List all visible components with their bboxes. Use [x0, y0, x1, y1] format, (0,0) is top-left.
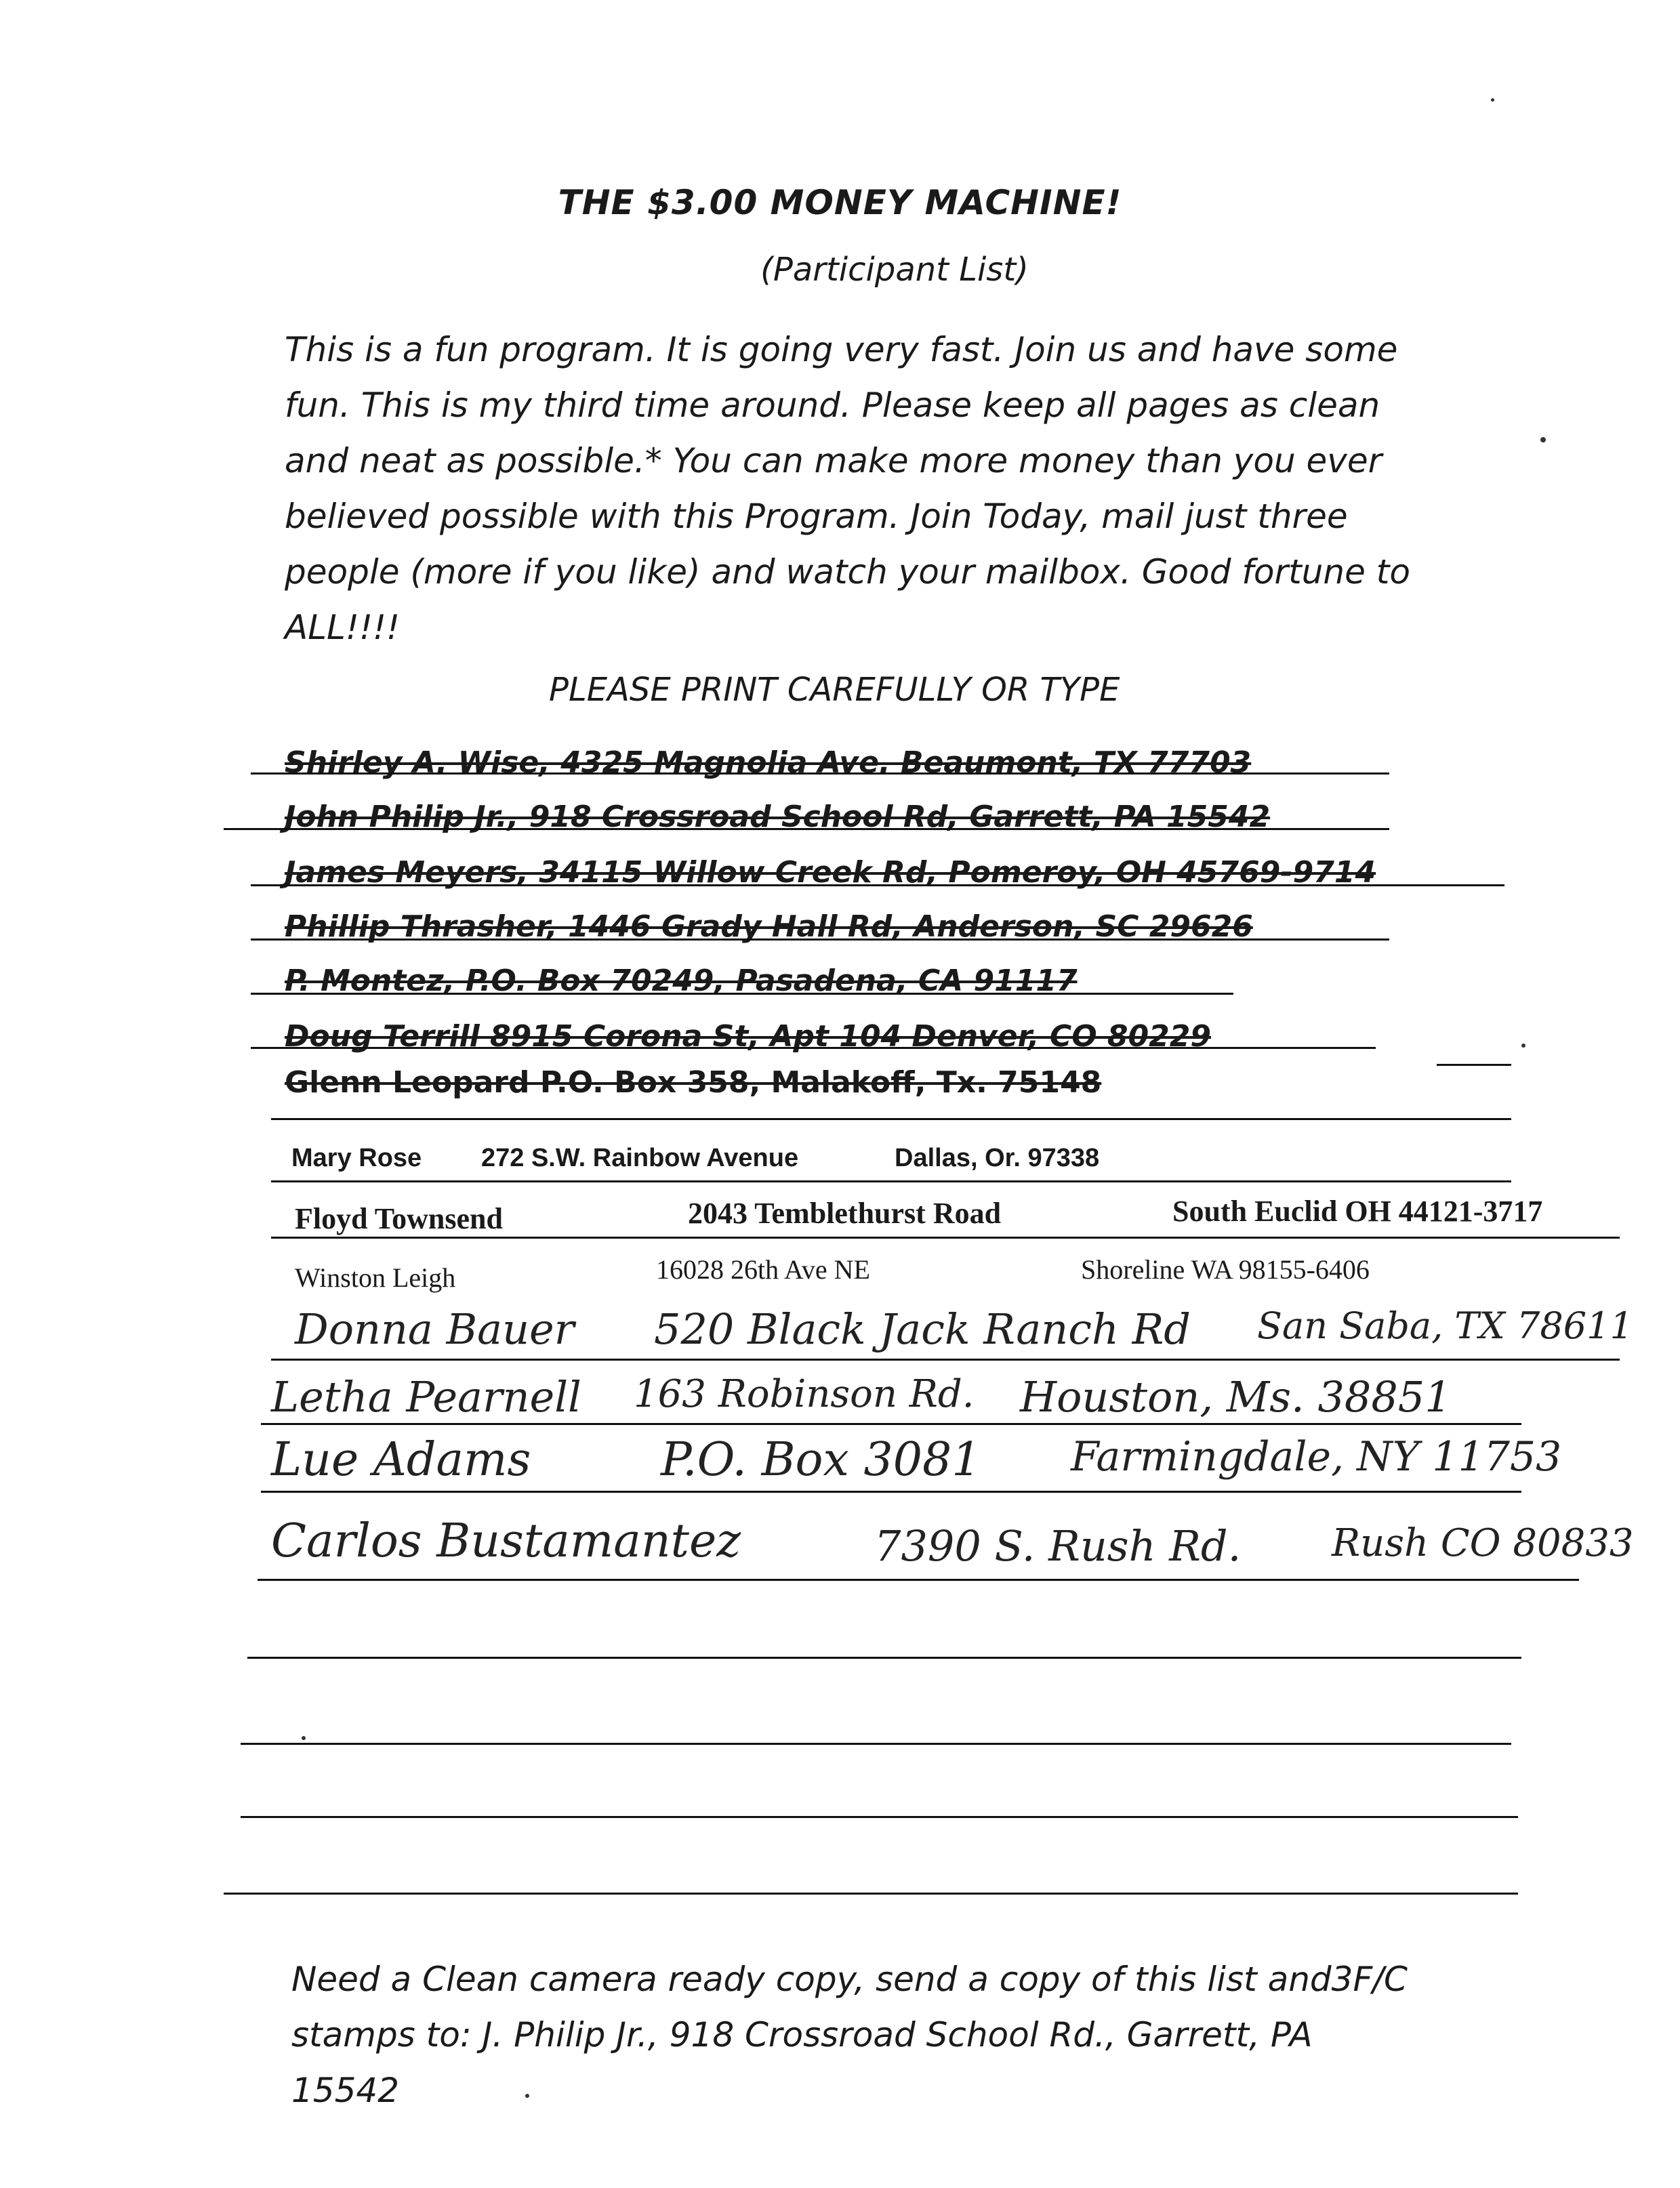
- entry-rule: [224, 828, 1389, 830]
- typed-entry-city: South Euclid OH 44121-3717: [1172, 1195, 1543, 1228]
- struck-entry: Glenn Leopard P.O. Box 358, Malakoff, Tx. 75148: [285, 1065, 1102, 1100]
- typed-entry-city: Shoreline WA 98155-6406: [1081, 1254, 1370, 1285]
- struck-entry: Doug Terrill 8915 Corona St, Apt 104 Denver, CO 80229: [285, 1019, 1211, 1054]
- scan-speck: [302, 1736, 306, 1740]
- intro-line: people (more if you like) and watch your mailbox. Good fortune to: [285, 552, 1410, 592]
- handwritten-entry-name: Carlos Bustamantez: [271, 1514, 741, 1568]
- entry-rule: [258, 1579, 1579, 1581]
- handwritten-entry-street: 520 Black Jack Ranch Rd: [654, 1304, 1191, 1354]
- handwritten-entry-street: P.O. Box 3081: [661, 1433, 981, 1487]
- entry-rule: [271, 1237, 1620, 1239]
- blank-entry-rule: [224, 1893, 1518, 1895]
- blank-entry-rule: [247, 1657, 1521, 1659]
- handwritten-entry-city: San Saba, TX 78611: [1257, 1304, 1633, 1347]
- struck-entry: James Meyers, 34115 Willow Creek Rd, Pomeroy, OH 45769-9714: [285, 855, 1376, 890]
- typed-entry-name: Floyd Townsend: [295, 1202, 503, 1235]
- typed-entry-street: 2043 Temblethurst Road: [688, 1197, 1002, 1230]
- scan-speck: [1521, 1044, 1525, 1048]
- blank-entry-rule: [241, 1743, 1511, 1745]
- typed-entry-street: 272 S.W. Rainbow Avenue: [481, 1144, 799, 1172]
- struck-entry: Shirley A. Wise, 4325 Magnolia Ave. Beaumont, TX 77703: [285, 745, 1252, 780]
- entry-rule: [251, 772, 1389, 775]
- entry-rule: [1437, 1064, 1511, 1066]
- scan-speck: [1540, 437, 1546, 442]
- entry-rule: [271, 1118, 1511, 1120]
- document-subtitle: (Participant List): [760, 251, 1029, 289]
- entry-rule: [261, 1491, 1521, 1493]
- entry-rule: [251, 1047, 1376, 1049]
- typed-entry-city: Dallas, Or. 97338: [895, 1144, 1100, 1172]
- intro-line: and neat as possible.* You can make more money than you ever: [285, 441, 1382, 480]
- entry-rule: [271, 1359, 1620, 1361]
- handwritten-entry-name: Donna Bauer: [295, 1304, 575, 1354]
- print-instruction: PLEASE PRINT CAREFULLY OR TYPE: [549, 671, 1120, 709]
- typed-entry-name: Mary Rose: [291, 1144, 422, 1172]
- footer-line: stamps to: J. Philip Jr., 918 Crossroad School Rd., Garrett, PA: [291, 2015, 1313, 2055]
- entry-rule: [251, 884, 1504, 886]
- intro-line: ALL!!!!: [285, 608, 401, 647]
- intro-line: This is a fun program. It is going very fast. Join us and have some: [285, 330, 1398, 369]
- handwritten-entry-city: Farmingdale, NY 11753: [1071, 1433, 1562, 1481]
- entry-rule: [261, 1423, 1521, 1425]
- intro-paragraph: [285, 322, 1504, 655]
- intro-line: believed possible with this Program. Join Today, mail just three: [285, 497, 1348, 536]
- struck-entry: P. Montez, P.O. Box 70249, Pasadena, CA 91117: [285, 964, 1078, 998]
- struck-entry: John Philip Jr., 918 Crossroad School Rd, Garrett, PA 15542: [285, 800, 1271, 834]
- handwritten-entry-city: Rush CO 80833: [1332, 1521, 1634, 1565]
- entry-rule: [271, 1180, 1511, 1182]
- entry-rule: [251, 938, 1389, 941]
- handwritten-entry-street: 7390 S. Rush Rd.: [874, 1521, 1242, 1571]
- footer-note: [291, 1952, 1565, 2118]
- intro-line: fun. This is my third time around. Please keep all pages as clean: [285, 386, 1380, 425]
- entry-rule: [251, 993, 1233, 995]
- document-title: THE $3.00 MONEY MACHINE!: [558, 183, 1122, 222]
- handwritten-entry-name: Letha Pearnell: [271, 1372, 581, 1422]
- struck-entry: Phillip Thrasher, 1446 Grady Hall Rd, Anderson, SC 29626: [285, 909, 1253, 944]
- handwritten-entry-street: 163 Robinson Rd.: [634, 1372, 975, 1416]
- footer-line: 15542: [291, 2071, 400, 2110]
- scan-speck: [1491, 98, 1494, 102]
- handwritten-entry-city: Houston, Ms. 38851: [1020, 1372, 1452, 1422]
- typed-entry-street: 16028 26th Ave NE: [656, 1254, 870, 1285]
- typed-entry-name: Winston Leigh: [295, 1262, 456, 1293]
- footer-line: Need a Clean camera ready copy, send a copy of this list and3F/C: [291, 1960, 1408, 1999]
- blank-entry-rule: [241, 1816, 1518, 1818]
- handwritten-entry-name: Lue Adams: [271, 1433, 531, 1487]
